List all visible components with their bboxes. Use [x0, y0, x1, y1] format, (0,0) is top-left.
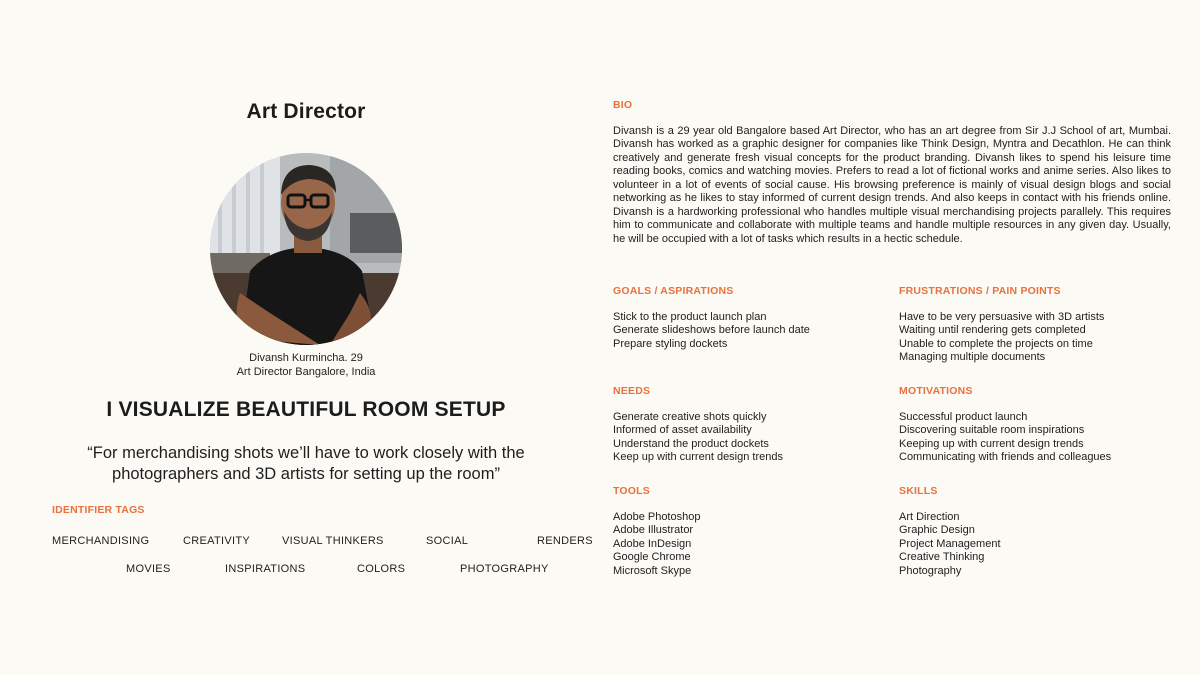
list-item: Google Chrome — [613, 551, 691, 564]
tools-list — [613, 511, 700, 578]
list-item: Informed of asset availability — [613, 424, 752, 437]
tag-item: PHOTOGRAPHY — [460, 563, 549, 575]
list-item: Adobe Illustrator — [613, 524, 694, 537]
list-item: Graphic Design — [899, 524, 975, 537]
skills-heading: SKILLS — [899, 485, 938, 497]
list-item: Art Direction — [899, 511, 960, 523]
list-item: Adobe Photoshop — [613, 511, 701, 523]
bio-text: Divansh is a 29 year old Bangalore based Art Director, who has an art degree from Sir J.J School of art, Mumbai. Divansh has worked as a graphic designer for companies like Think Design, Myntra and Decathlon. He can think creatively and generate fresh visual concepts for the product branding. Divansh likes to spend his leisure time reading books, comics and watching movies. Prefers to read a lot of fictional works and anime series. Also likes to volunteer in a lot of events of social cause. His browsing preference is mainly of visual design blogs and social networking as he likes to stay informed of current design trends. And also keeps in contact with his friends online. Divansh is a hardworking professional who handles multiple visual merchandising projects parallely. This requires him to communicate and collaborate with multiple teams and handle multiple resources in any given day. Usually, he will be occupied with a lot of tasks which results in a hectic schedule. — [613, 125, 1171, 245]
needs-heading: NEEDS — [613, 385, 651, 397]
list-item: Keep up with current design trends — [613, 451, 783, 464]
tag-item: INSPIRATIONS — [225, 563, 306, 575]
tag-item: SOCIAL — [426, 535, 469, 547]
identifier-tags-heading: IDENTIFIER TAGS — [52, 504, 145, 516]
list-item: Successful product launch — [899, 411, 1028, 423]
frustrations-heading: FRUSTRATIONS / PAIN POINTS — [899, 285, 1061, 297]
tag-item: CREATIVITY — [183, 535, 250, 547]
persona-quote: “For merchandising shots we’ll have to work closely with the photographers and 3D artists for setting up the room” — [87, 444, 525, 483]
persona-photo — [210, 153, 402, 345]
persona-role-title: Art Director — [246, 100, 366, 123]
tag-item: VISUAL THINKERS — [282, 535, 384, 547]
list-item: Microsoft Skype — [613, 564, 692, 577]
list-item: Prepare styling dockets — [613, 337, 728, 350]
skills-list — [899, 511, 1001, 578]
goals-heading: GOALS / ASPIRATIONS — [613, 285, 734, 297]
list-item: Creative Thinking — [899, 551, 985, 564]
tag-item: COLORS — [357, 563, 406, 575]
list-item: Waiting until rendering gets completed — [899, 324, 1086, 337]
tag-item: RENDERS — [537, 535, 593, 547]
avatar — [210, 153, 402, 345]
list-item: Keeping up with current design trends — [899, 437, 1084, 450]
tag-item: MOVIES — [126, 563, 171, 575]
list-item: Adobe InDesign — [613, 537, 692, 550]
list-item: Have to be very persuasive with 3D artists — [899, 311, 1105, 323]
persona-headline: I VISUALIZE BEAUTIFUL ROOM SETUP — [106, 398, 506, 421]
tag-item: MERCHANDISING — [52, 535, 150, 547]
list-item: Project Management — [899, 537, 1001, 550]
list-item: Discovering suitable room inspirations — [899, 424, 1085, 437]
frustrations-list — [899, 311, 1104, 365]
persona-location: Art Director Bangalore, India — [236, 366, 376, 378]
bio-heading: BIO — [613, 99, 633, 111]
needs-list — [613, 411, 783, 465]
tools-heading: TOOLS — [613, 485, 650, 497]
list-item: Stick to the product launch plan — [613, 311, 767, 323]
list-item: Managing multiple documents — [899, 351, 1046, 364]
goals-list — [613, 311, 810, 351]
motivations-list — [899, 411, 1111, 465]
motivations-heading: MOTIVATIONS — [899, 385, 973, 397]
persona-name-age: Divansh Kurmincha. 29 — [249, 352, 363, 364]
list-item: Generate slideshows before launch date — [613, 324, 810, 337]
list-item: Understand the product dockets — [613, 437, 769, 450]
list-item: Unable to complete the projects on time — [899, 337, 1093, 350]
list-item: Communicating with friends and colleagues — [899, 451, 1112, 464]
list-item: Photography — [899, 564, 962, 577]
list-item: Generate creative shots quickly — [613, 411, 767, 423]
